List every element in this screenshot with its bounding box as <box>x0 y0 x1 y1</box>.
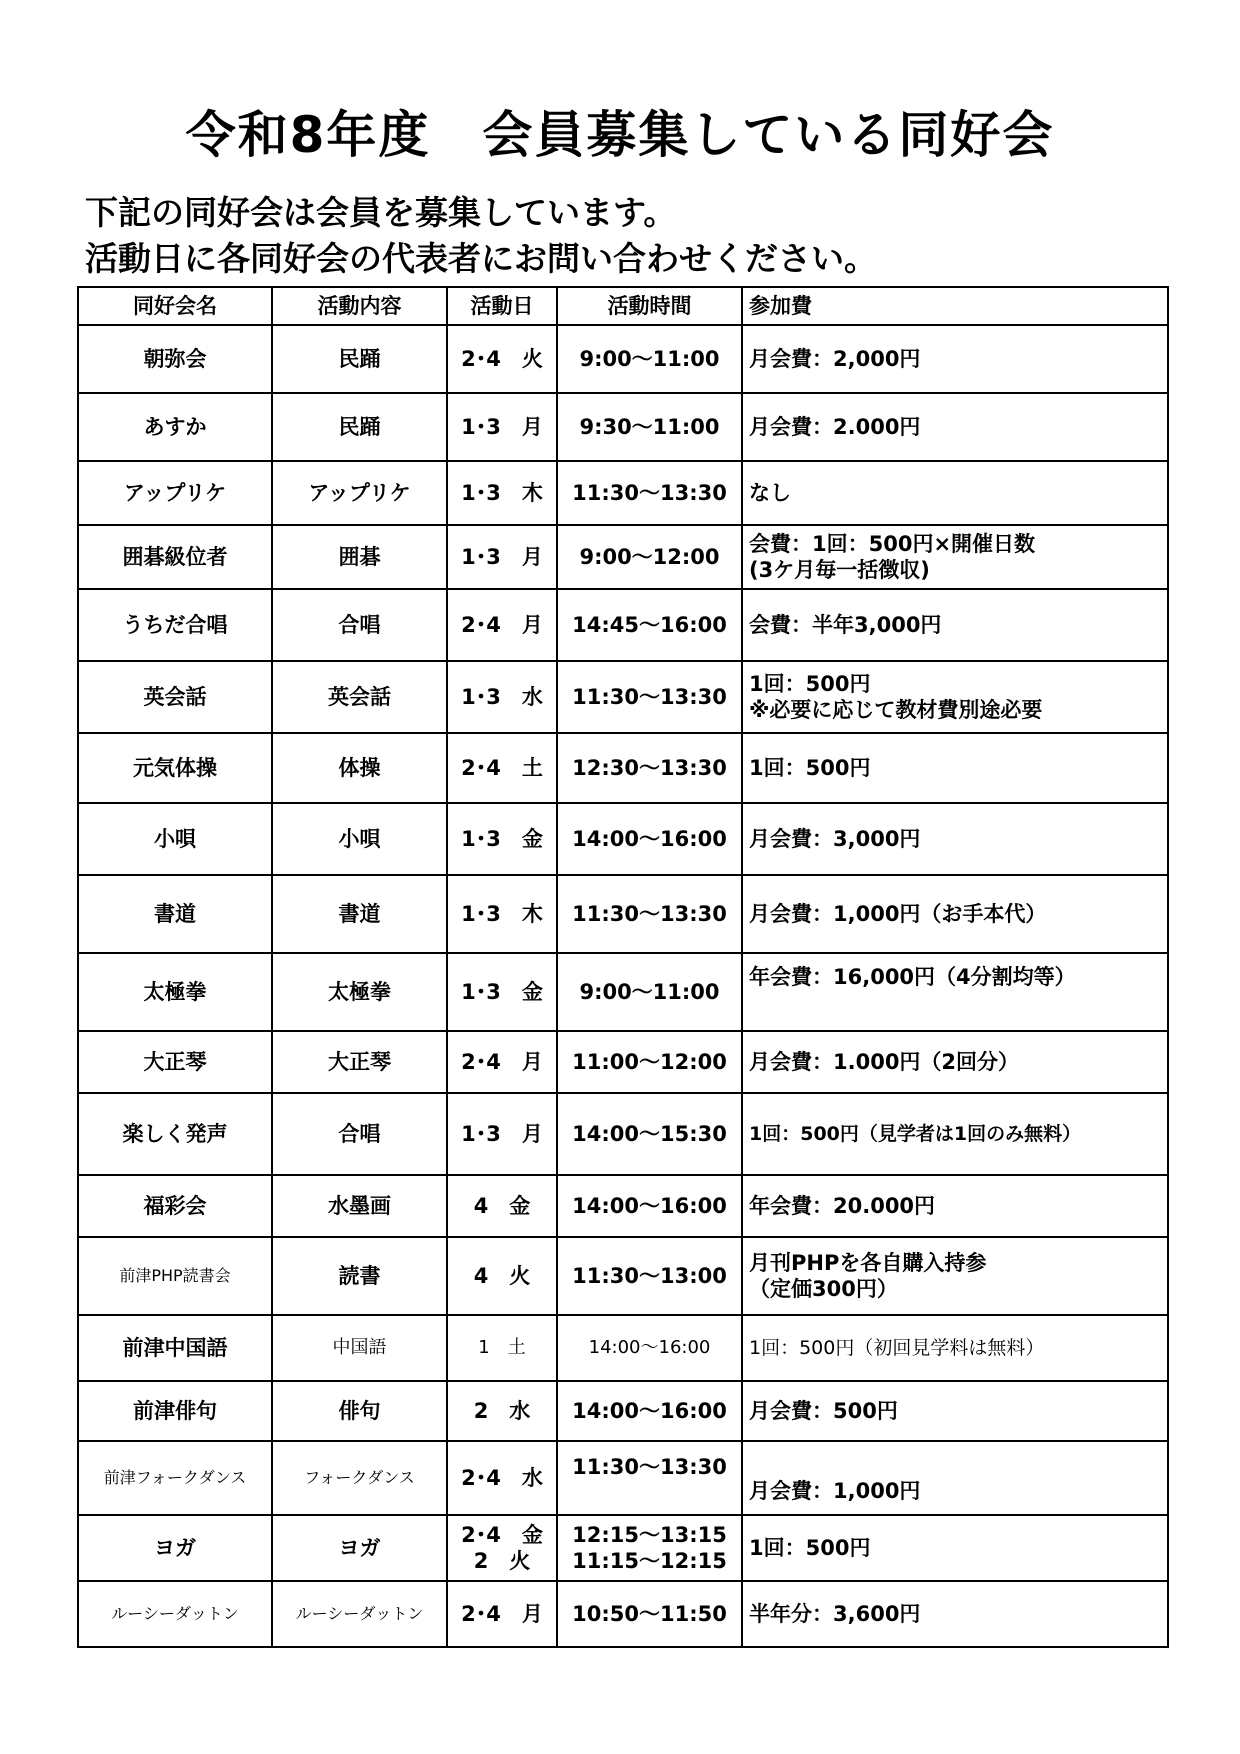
club-activity: 太極拳 <box>272 953 447 1031</box>
club-time: 11:00～12:00 <box>557 1031 742 1093</box>
club-day: 2･4 月 <box>447 1581 557 1647</box>
club-day: 2･4 水 <box>447 1441 557 1515</box>
club-activity: 囲碁 <box>272 525 447 589</box>
club-activity: ヨガ <box>272 1515 447 1581</box>
club-fee: 1回：500円 <box>742 733 1168 803</box>
club-day: 2･4 土 <box>447 733 557 803</box>
club-fee: 年会費：16,000円（4分割均等） <box>742 953 1168 1031</box>
intro-line-1: 下記の同好会は会員を募集しています。 <box>85 193 677 232</box>
club-time: 11:30～13:30 <box>557 1441 742 1515</box>
club-day: 1 土 <box>447 1315 557 1381</box>
club-day: 1･3 金 <box>447 803 557 875</box>
club-name: ヨガ <box>78 1515 272 1581</box>
club-activity: 水墨画 <box>272 1175 447 1237</box>
club-day: 2･4 月 <box>447 589 557 661</box>
club-day: 1･3 木 <box>447 875 557 953</box>
club-day: 1･3 月 <box>447 1093 557 1175</box>
club-fee: 月会費：1,000円 <box>742 1441 1168 1515</box>
club-activity: 体操 <box>272 733 447 803</box>
club-fee: 月会費：2.000円 <box>742 393 1168 461</box>
table-row <box>78 875 1168 953</box>
club-activity: 中国語 <box>272 1315 447 1381</box>
club-fee: 年会費：20.000円 <box>742 1175 1168 1237</box>
table-row <box>78 1031 1168 1093</box>
club-name: 元気体操 <box>78 733 272 803</box>
club-name: 楽しく発声 <box>78 1093 272 1175</box>
club-time: 11:30～13:00 <box>557 1237 742 1315</box>
header-activity: 活動内容 <box>272 287 447 325</box>
table-header-row <box>78 287 1168 325</box>
club-name: 太極拳 <box>78 953 272 1031</box>
club-fee: 月会費：1.000円（2回分） <box>742 1031 1168 1093</box>
table-row <box>78 1581 1168 1647</box>
club-day: 1･3 木 <box>447 461 557 525</box>
table-row <box>78 393 1168 461</box>
table-row <box>78 461 1168 525</box>
club-activity: 民踊 <box>272 393 447 461</box>
club-time: 14:00～16:00 <box>557 1381 742 1441</box>
table-row <box>78 1315 1168 1381</box>
club-activity: 英会話 <box>272 661 447 733</box>
club-day: 2･4 月 <box>447 1031 557 1093</box>
intro-text <box>85 190 877 282</box>
club-day: 2･4 金 2 火 <box>447 1515 557 1581</box>
club-time: 10:50～11:50 <box>557 1581 742 1647</box>
club-name: 前津俳句 <box>78 1381 272 1441</box>
club-name: 囲碁級位者 <box>78 525 272 589</box>
club-activity: フォークダンス <box>272 1441 447 1515</box>
table-row <box>78 1093 1168 1175</box>
header-time: 活動時間 <box>557 287 742 325</box>
table-row <box>78 953 1168 1031</box>
table-row <box>78 661 1168 733</box>
club-name: 大正琴 <box>78 1031 272 1093</box>
club-name: 福彩会 <box>78 1175 272 1237</box>
club-time: 14:00～16:00 <box>557 1175 742 1237</box>
club-name: うちだ合唱 <box>78 589 272 661</box>
header-fee: 参加費 <box>742 287 1168 325</box>
table-row <box>78 1237 1168 1315</box>
page-title: 令和8年度 会員募集している同好会 <box>185 106 1055 164</box>
club-name: 前津フォークダンス <box>78 1441 272 1515</box>
club-time: 9:00～11:00 <box>557 953 742 1031</box>
table-row <box>78 1515 1168 1581</box>
club-time: 12:15～13:15 11:15～12:15 <box>557 1515 742 1581</box>
table-row <box>78 1381 1168 1441</box>
club-activity: 読書 <box>272 1237 447 1315</box>
club-name: あすか <box>78 393 272 461</box>
club-time: 9:00～12:00 <box>557 525 742 589</box>
club-name: ルーシーダットン <box>78 1581 272 1647</box>
club-fee: 月会費：2,000円 <box>742 325 1168 393</box>
club-activity: 民踊 <box>272 325 447 393</box>
club-time: 9:00～11:00 <box>557 325 742 393</box>
club-activity: 俳句 <box>272 1381 447 1441</box>
club-day: 1･3 金 <box>447 953 557 1031</box>
club-time: 11:30～13:30 <box>557 661 742 733</box>
club-time: 14:45～16:00 <box>557 589 742 661</box>
club-table <box>77 286 1169 1648</box>
club-time: 14:00～15:30 <box>557 1093 742 1175</box>
header-name: 同好会名 <box>78 287 272 325</box>
club-activity: 書道 <box>272 875 447 953</box>
club-activity: 合唱 <box>272 589 447 661</box>
club-fee: 会費：半年3,000円 <box>742 589 1168 661</box>
club-name: 書道 <box>78 875 272 953</box>
table-row <box>78 589 1168 661</box>
club-name: 英会話 <box>78 661 272 733</box>
club-activity: アップリケ <box>272 461 447 525</box>
club-time: 14:00～16:00 <box>557 1315 742 1381</box>
club-name: 前津中国語 <box>78 1315 272 1381</box>
club-fee: 1回：500円 <box>742 1515 1168 1581</box>
club-name: アップリケ <box>78 461 272 525</box>
club-time: 14:00～16:00 <box>557 803 742 875</box>
club-name: 小唄 <box>78 803 272 875</box>
club-activity: 合唱 <box>272 1093 447 1175</box>
club-day: 1･3 水 <box>447 661 557 733</box>
club-day: 2･4 火 <box>447 325 557 393</box>
club-fee: 月刊PHPを各自購入持参 （定価300円） <box>742 1237 1168 1315</box>
club-day: 1･3 月 <box>447 393 557 461</box>
club-activity: 小唄 <box>272 803 447 875</box>
club-time: 12:30～13:30 <box>557 733 742 803</box>
club-name: 朝弥会 <box>78 325 272 393</box>
club-fee: 月会費：500円 <box>742 1381 1168 1441</box>
club-name: 前津PHP読書会 <box>78 1237 272 1315</box>
club-fee: 月会費：3,000円 <box>742 803 1168 875</box>
club-fee: 1回：500円 ※必要に応じて教材費別途必要 <box>742 661 1168 733</box>
table-row <box>78 525 1168 589</box>
club-fee: 1回：500円（初回見学料は無料） <box>742 1315 1168 1381</box>
table-row <box>78 1441 1168 1515</box>
intro-line-2: 活動日に各同好会の代表者にお問い合わせください。 <box>85 239 877 278</box>
club-activity: 大正琴 <box>272 1031 447 1093</box>
club-day: 4 火 <box>447 1237 557 1315</box>
club-fee: 会費：1回：500円×開催日数 (3ケ月毎一括徴収) <box>742 525 1168 589</box>
club-fee: なし <box>742 461 1168 525</box>
club-day: 4 金 <box>447 1175 557 1237</box>
club-time: 11:30～13:30 <box>557 461 742 525</box>
table-row <box>78 325 1168 393</box>
table-row <box>78 803 1168 875</box>
table-row <box>78 733 1168 803</box>
club-day: 2 水 <box>447 1381 557 1441</box>
club-fee: 1回：500円（見学者は1回のみ無料） <box>742 1093 1168 1175</box>
header-day: 活動日 <box>447 287 557 325</box>
club-day: 1･3 月 <box>447 525 557 589</box>
club-fee: 半年分：3,600円 <box>742 1581 1168 1647</box>
club-time: 9:30～11:00 <box>557 393 742 461</box>
club-fee: 月会費：1,000円（お手本代） <box>742 875 1168 953</box>
club-activity: ルーシーダットン <box>272 1581 447 1647</box>
table-row <box>78 1175 1168 1237</box>
club-time: 11:30～13:30 <box>557 875 742 953</box>
